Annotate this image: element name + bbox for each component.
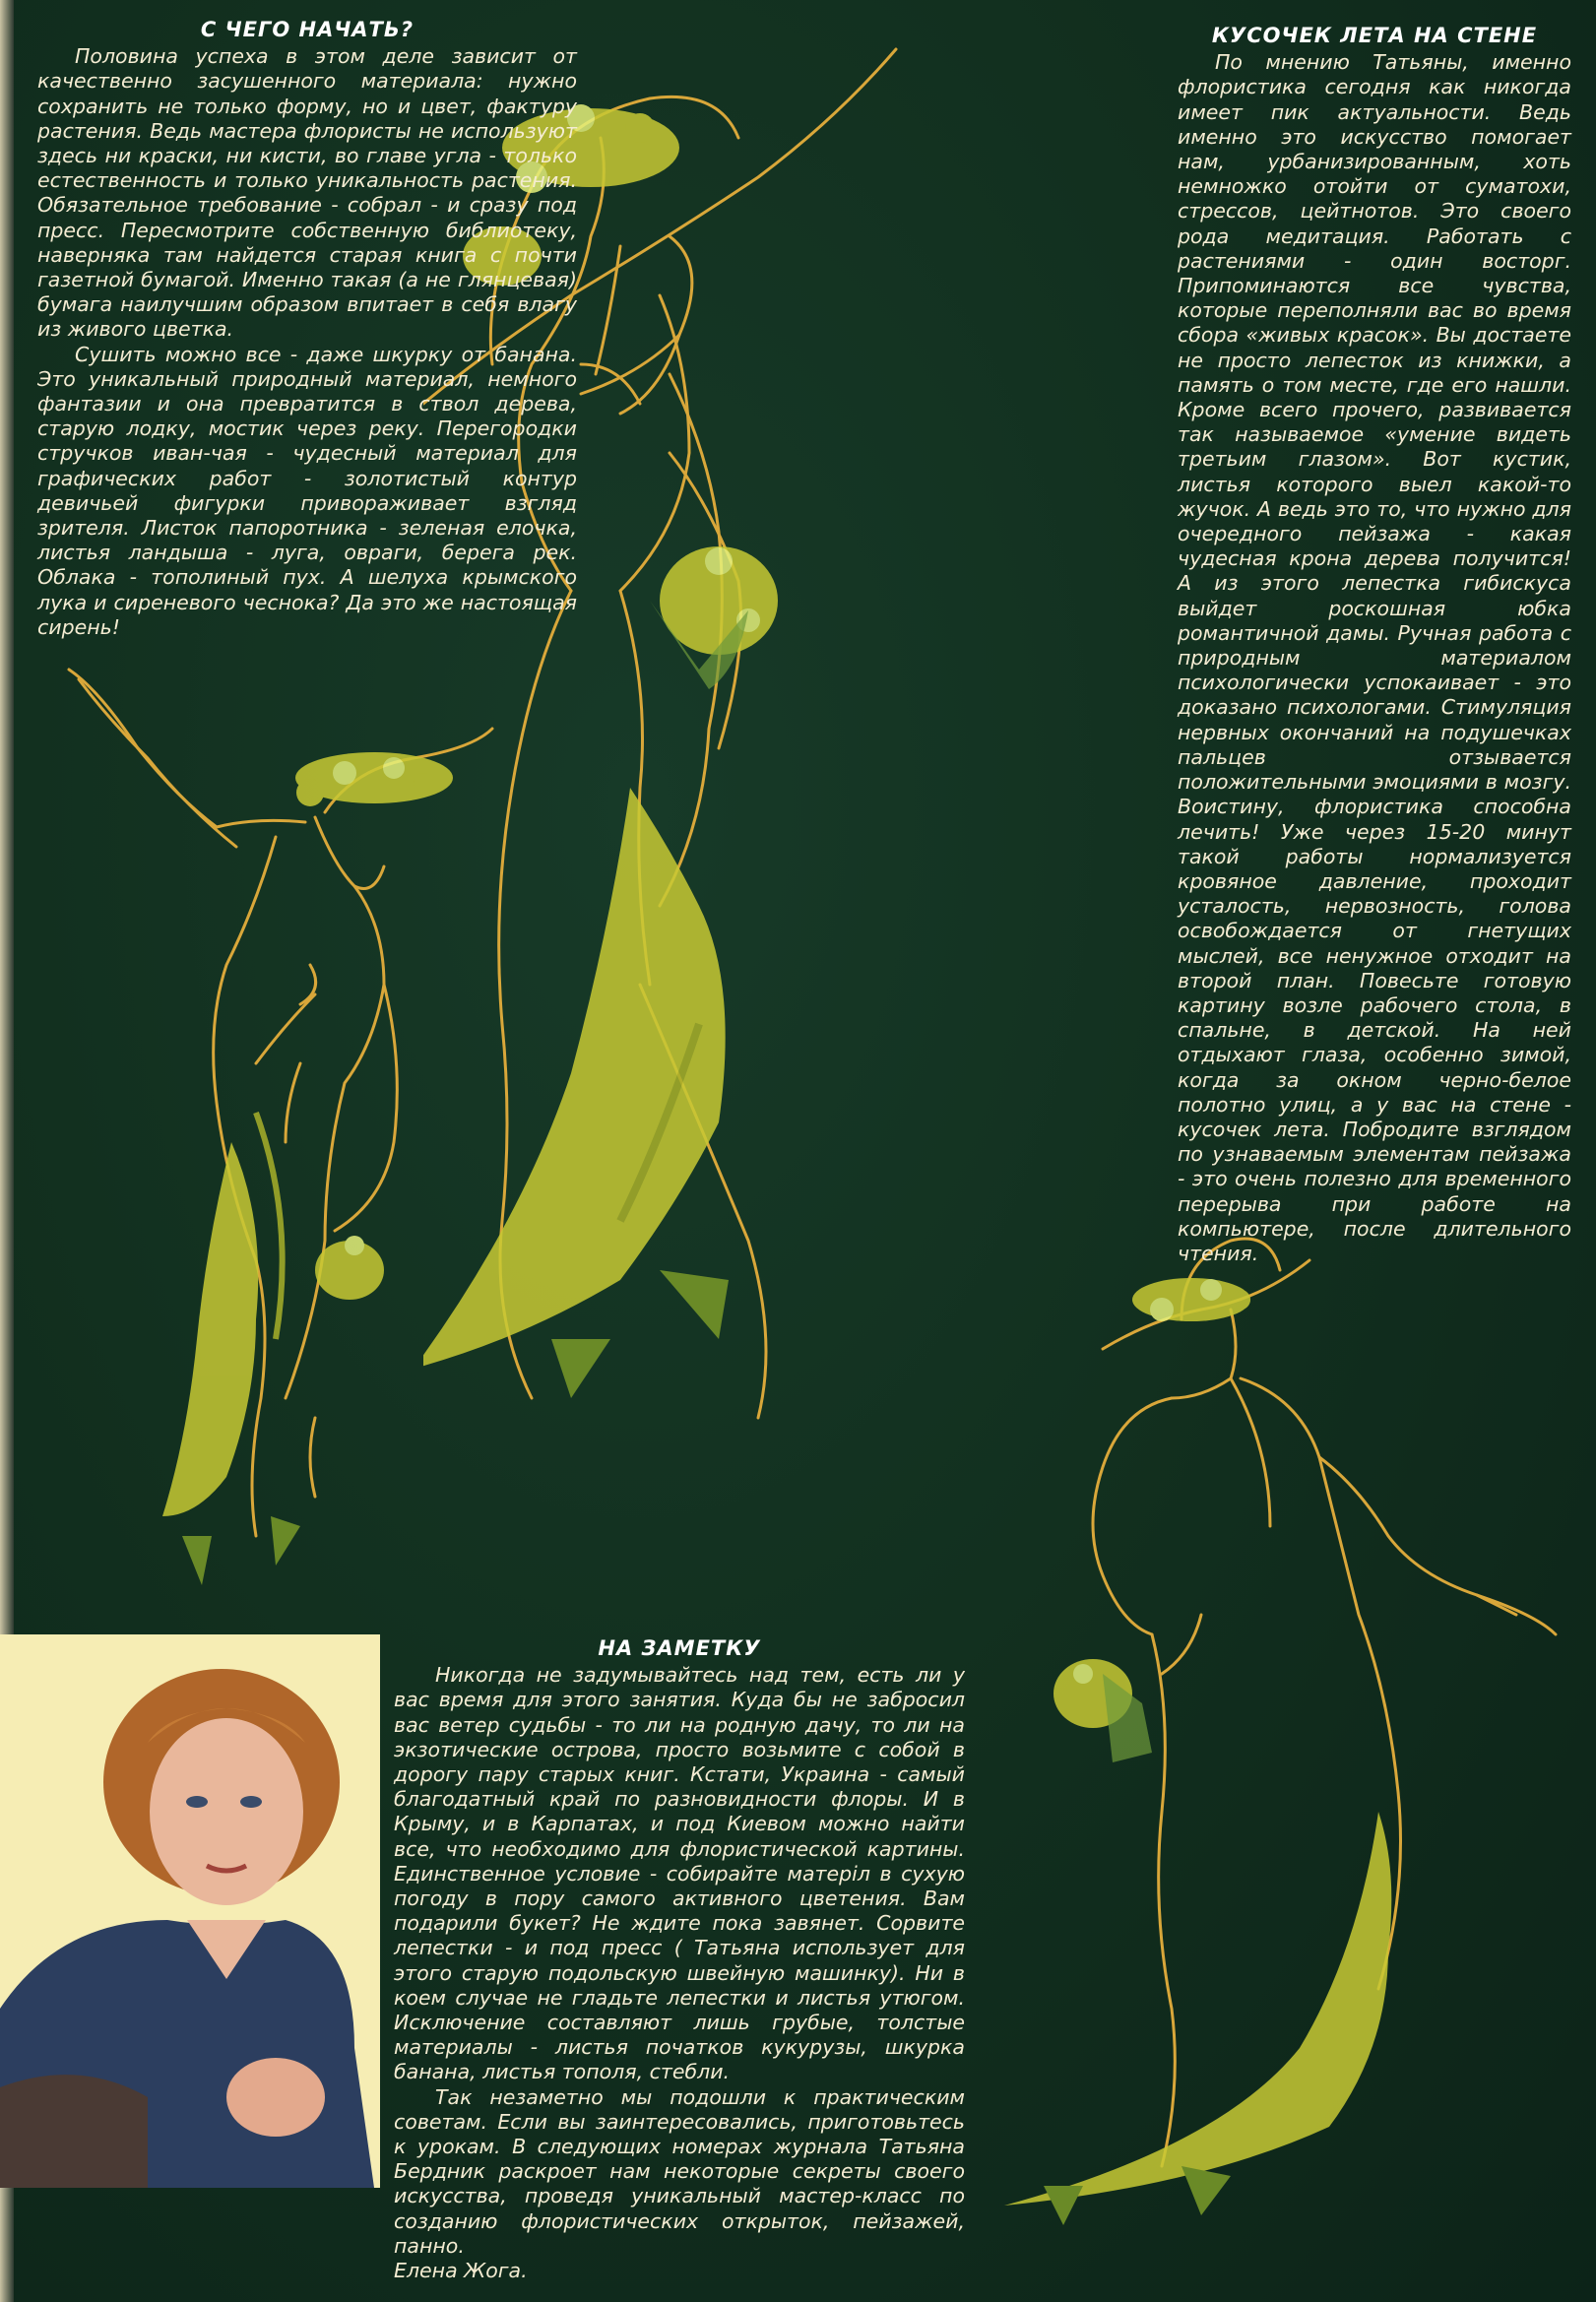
paragraph: Никогда не задумывайтесь над тем, есть ли у вас время для этого занятия. Куда бы не забросил вас ветер судьбы - то ли на родную дачу, то ли на экзотические острова, просто возьмите с собой в дорогу пару старых книг. Кстати, Украина - самый благодатный край по разновидности флоры. И в Крыму, и в Карпатах, и под Киевом можно найти все, что необходимо для флористической картины. Единственное условие - собирайте матерiл в сухую погоду в пору самого активного цветения. Вам подарили букет? Не ждите пока завянет. Сорвите лепестки - и под пресс ( Татьяна использует для этого старую подольскую швейную машинку). Ни в коем случае не гладьте лепестки и листья утюгом. Исключение составляют лишь грубые, толстые материалы - листья початков кукурузы, шкурка банана, листья тополя, стебли. — [394, 1663, 965, 2084]
paragraph: По мнению Татьяны, именно флористика сегодня как никогда имеет пик актуальности. Ведь именно это искусство помогает нам, урбанизированным, хоть немножко отойти от суматохи, стрессов, цейтнотов. Это своего рода медитация. Работать с растениями - один восторг. Припоминаются все чувства, которые переполняли вас во время сбора «живых красок». Вы достаете не просто лепесток из книжки, а память о том месте, где его нашли. Кроме всего прочего, развивается так называемое «умение видеть третьим глазом». Вот кустик, листья которого выел какой-то жучок. А ведь это то, что нужно для очередного пейзажа - какая чудесная крона дерева получится! А из этого лепестка гибискуса выйдет роскошная юбка романтичной дамы. Ручная работа с природным материалом психологически успокаивает - это доказано психологами. Стимуляция нервных окончаний на подушечках пальцев отзывается положительными эмоциями в мозгу. Воистину, флористика способна лечить! Уже через 15-20 минут такой работы нормализуется кровяное давление, проходит усталость, нервозность, голова освобождается от гнетущих мыслей, все ненужное отходит на второй план. Повесьте готовую картину возле рабочего стола, в спальне, в детской. На ней отдыхают глаза, особенно зимой, когда за окном черно-белое полотно улиц, а у вас на стене - кусочек лета. Побродите взглядом по узнаваемым элементам пейзажа - это очень полезно для временного перерыва при работе на компьютере, после длительного чтения. — [1178, 50, 1571, 1265]
section-heading: КУСОЧЕК ЛЕТА НА СТЕНЕ — [1211, 24, 1538, 47]
section-heading: НА ЗАМЕТКУ — [598, 1636, 761, 1660]
section-piece-of-summer — [1178, 24, 1571, 1266]
paragraph: Сушить можно все - даже шкурку от банана. Это уникальный природный материал, немного фантазии и она превратится в ствол дерева, старую лодку, мостик через реку. Перегородки стручков иван-чая - чудесный материал для графических работ - золотистый контур девичьей фигурки привораживает взгляд зрителя. Листок папоротника - зеленая елочка, листья ландыша - луга, овраги, берега рек. Облака - тополиный пух. А шелуха крымского лука и сиреневого чеснока? Да это же настоящая сирень! — [37, 342, 577, 639]
portrait-image — [0, 1634, 380, 2188]
paragraph: Так незаметно мы подошли к практическим советам. Если вы заинтересовались, приготовьтесь к урокам. В следующих номерах журнала Татьяна Бердник раскроет нам некоторые секреты своего искусства, проведя уникальный мастер-класс по созданию флористических открыток, пейзажей, панно. — [394, 2084, 965, 2258]
paragraph: Половина успеха в этом деле зависит от качественно засушенного материала: нужно сохранить не только форму, но и цвет, фактуру растения. Ведь мастера флористы не используют здесь ни краски, ни кисти, во главе угла - только естественность и только уникальность растения. Обязательное требование - собрал - и сразу под пресс. Пересмотрите собственную библиотеку, наверняка там найдется старая книга с почти газетной бумагой. Именно такая (а не глянцевая) бумага наилучшим образом впитает в себя влагу из живого цветка. — [37, 44, 577, 342]
section-notes — [394, 1636, 965, 2283]
floral-lady-illustration-right — [1004, 1201, 1595, 2245]
author-signature: Елена Жога. — [394, 2259, 528, 2283]
section-heading: С ЧЕГО НАЧАТЬ? — [200, 18, 415, 41]
author-portrait-photo — [0, 1634, 380, 2188]
section-where-to-start — [37, 18, 577, 640]
